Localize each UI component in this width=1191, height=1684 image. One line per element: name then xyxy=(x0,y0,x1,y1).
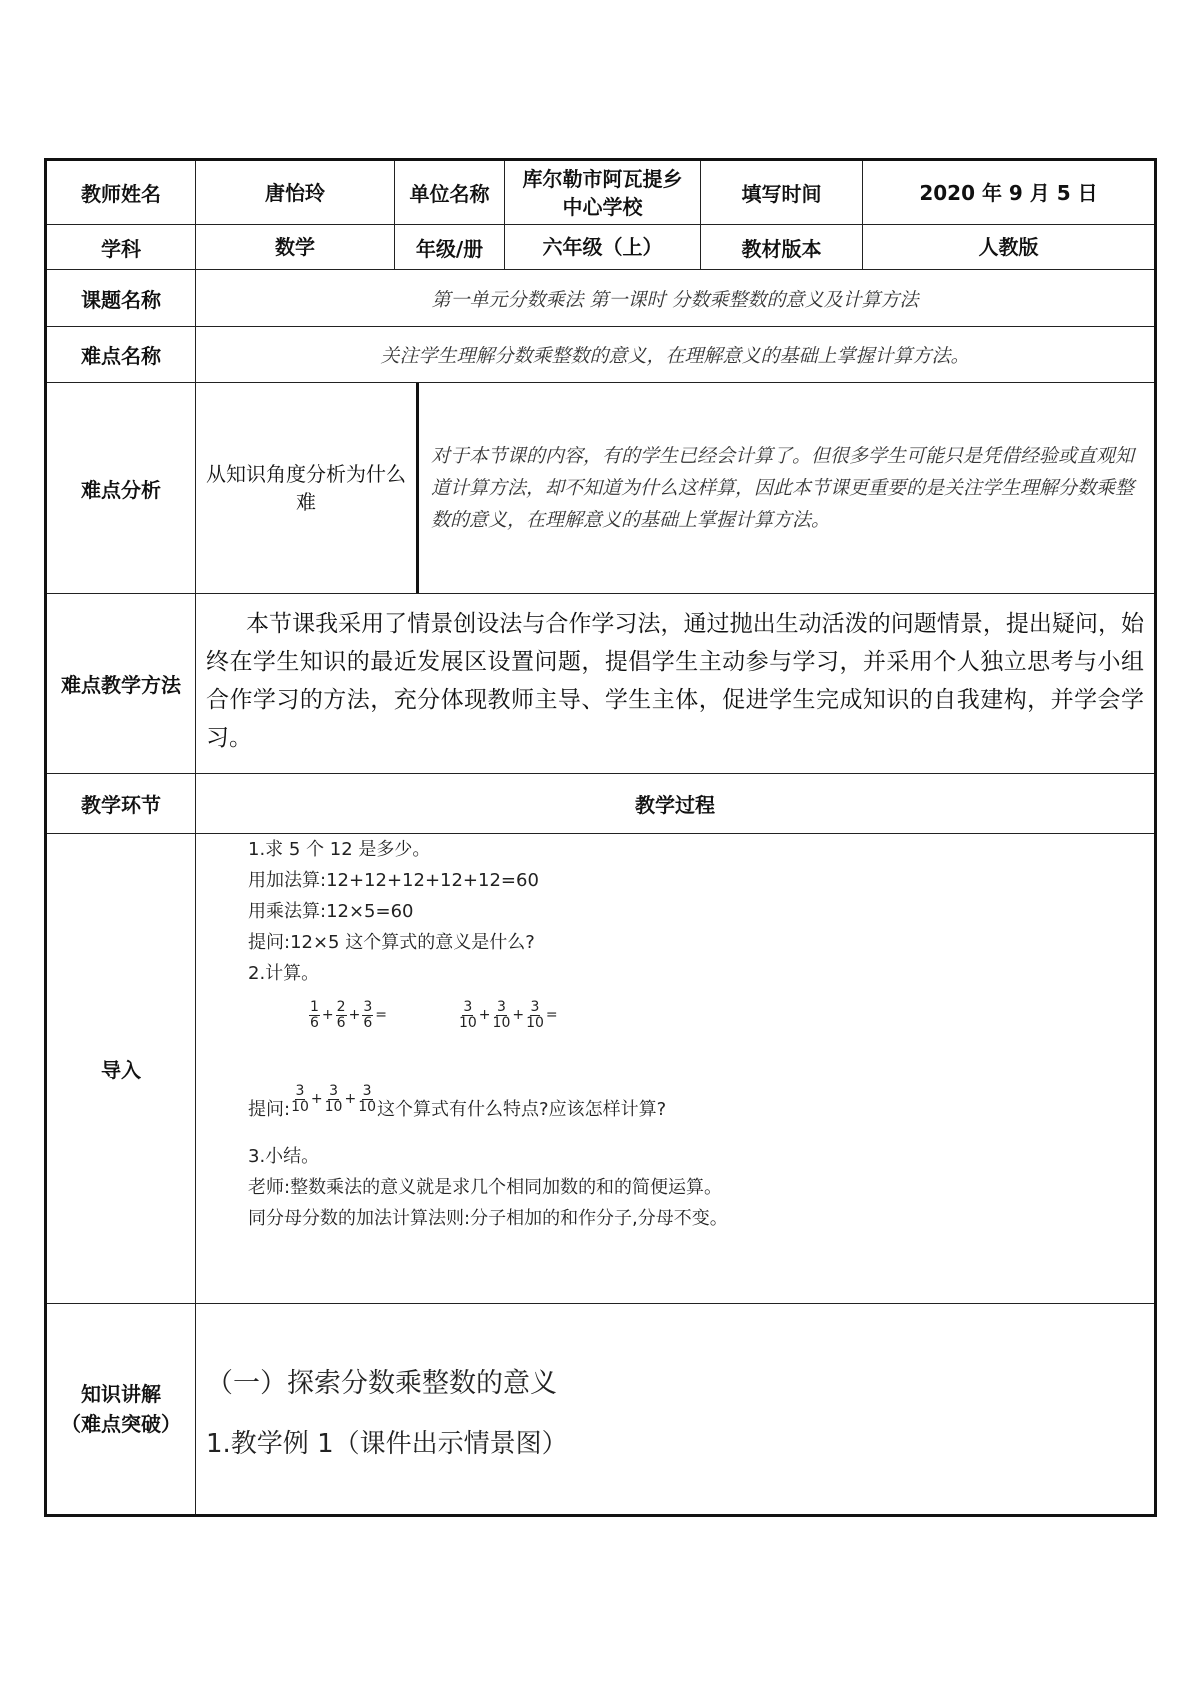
subject-value: 数学 xyxy=(196,225,395,270)
difficulty-value: 关注学生理解分数乘整数的意义，在理解意义的基础上掌握计算方法。 xyxy=(196,327,1156,383)
intro-content xyxy=(196,834,1156,1304)
fill-time-label: 填写时间 xyxy=(701,160,863,225)
header-row-2 xyxy=(46,225,1156,270)
fraction-expression-sixths: $\frac{1}{6}$ + $\frac{2}{6}$ + $\frac{3}{6}$ = xyxy=(310,998,387,1031)
edition-label: 教材版本 xyxy=(701,225,863,270)
fraction: $\frac{3}{10}$ xyxy=(324,1083,343,1115)
teacher-name-value: 唐怡玲 xyxy=(196,160,395,225)
intro-row xyxy=(46,834,1156,1304)
header-row-1 xyxy=(46,160,1156,225)
fraction: $\frac{2}{6}$ xyxy=(336,998,346,1031)
unit-name-value xyxy=(505,160,701,225)
topic-value: 第一单元分数乘法 第一课时 分数乘整数的意义及计算方法 xyxy=(196,270,1156,327)
subject-label: 学科 xyxy=(46,225,196,270)
difficulty-label: 难点名称 xyxy=(46,327,196,383)
method-label: 难点教学方法 xyxy=(46,594,196,774)
intro-line-2: 用加法算:12+12+12+12+12=60 xyxy=(248,870,539,891)
knowledge-label-line-2: （难点突破） xyxy=(61,1412,181,1436)
fraction: $\frac{3}{10}$ xyxy=(526,998,544,1031)
intro-label: 导入 xyxy=(46,834,196,1304)
intro-line-5: 2.计算。 xyxy=(248,963,320,984)
analysis-sub-label: 从知识角度分析为什么难 xyxy=(196,383,419,593)
analysis-text: 对于本节课的内容，有的学生已经会计算了。但很多学生可能只是凭借经验或直观知道计算方法，却不知道为什么这样算，因此本节课更重要的是关注学生理解分数乘整数的意义，在理解意义的基础上掌握计算方法。 xyxy=(431,445,1135,531)
analysis-row xyxy=(46,383,1156,594)
fraction-expression-tenths: $\frac{3}{10}$ + $\frac{3}{10}$ + $\frac{3}{10}$ = xyxy=(458,998,558,1031)
knowledge-label xyxy=(46,1304,196,1516)
intro-line-1: 1.求 5 个 12 是多少。 xyxy=(248,839,431,860)
fraction: $\frac{3}{10}$ xyxy=(358,1083,377,1115)
analysis-label: 难点分析 xyxy=(46,383,196,594)
fraction-expressions xyxy=(308,989,1154,1041)
knowledge-label-line-1: 知识讲解 xyxy=(81,1382,161,1406)
intro-question-line xyxy=(248,1055,1154,1125)
intro-line-6: 3.小结。 xyxy=(248,1146,320,1167)
lesson-plan-form xyxy=(44,158,1154,1517)
intro-line-7: 老师:整数乘法的意义就是求几个相同加数的和的简便运算。 xyxy=(248,1177,723,1198)
grade-value: 六年级（上） xyxy=(505,225,701,270)
fraction: $\frac{3}{10}$ xyxy=(291,1083,309,1115)
intro-line-4: 提问:12×5 这个算式的意义是什么? xyxy=(248,932,535,953)
knowledge-content xyxy=(196,1304,1156,1516)
fill-time-value: 2020 年 9 月 5 日 xyxy=(863,160,1156,225)
stage-label: 教学环节 xyxy=(46,774,196,834)
method-body: 本节课我采用了情景创设法与合作学习法，通过抛出生动活泼的问题情景，提出疑问，始终在学生知识的最近发展区设置问题，提倡学生主动参与学习，并采用个人独立思考与小组合作学习的方法，充分体现教师主导、学生主体，促进学生完成知识的自我建构，并学会学习。 xyxy=(206,610,1144,751)
knowledge-heading: （一）探索分数乘整数的意义 xyxy=(206,1368,557,1399)
ask-prefix: 提问: xyxy=(248,1099,291,1120)
topic-label: 课题名称 xyxy=(46,270,196,327)
knowledge-item-1: 1.教学例 1（课件出示情景图） xyxy=(206,1429,568,1459)
lesson-plan-table xyxy=(44,158,1157,1517)
grade-label: 年级/册 xyxy=(395,225,505,270)
ask-suffix: 这个算式有什么特点?应该怎样计算? xyxy=(377,1099,667,1120)
process-label: 教学过程 xyxy=(196,774,1156,834)
edition-value: 人教版 xyxy=(863,225,1156,270)
intro-line-8: 同分母分数的加法计算法则:分子相加的和作分子,分母不变。 xyxy=(248,1208,728,1229)
unit-name-line-1: 库尔勒市阿瓦提乡 xyxy=(522,166,683,191)
fraction: $\frac{3}{10}$ xyxy=(458,998,477,1031)
fraction: $\frac{3}{10}$ xyxy=(492,998,511,1031)
unit-name-label: 单位名称 xyxy=(395,160,505,225)
unit-name-line-2: 中心学校 xyxy=(562,194,643,219)
knowledge-row xyxy=(46,1304,1156,1516)
teacher-name-label: 教师姓名 xyxy=(46,160,196,225)
process-header-row xyxy=(46,774,1156,834)
topic-row xyxy=(46,270,1156,327)
intro-line-3: 用乘法算:12×5=60 xyxy=(248,901,414,922)
analysis-cell xyxy=(196,383,1156,594)
fraction-expression-inline: $\frac{3}{10}$ + $\frac{3}{10}$ + $\frac{3}{10}$ xyxy=(291,1083,377,1115)
fraction: $\frac{3}{6}$ xyxy=(363,998,373,1031)
fraction: $\frac{1}{6}$ xyxy=(310,998,319,1031)
method-text xyxy=(196,594,1156,774)
method-row xyxy=(46,594,1156,774)
difficulty-row xyxy=(46,327,1156,383)
